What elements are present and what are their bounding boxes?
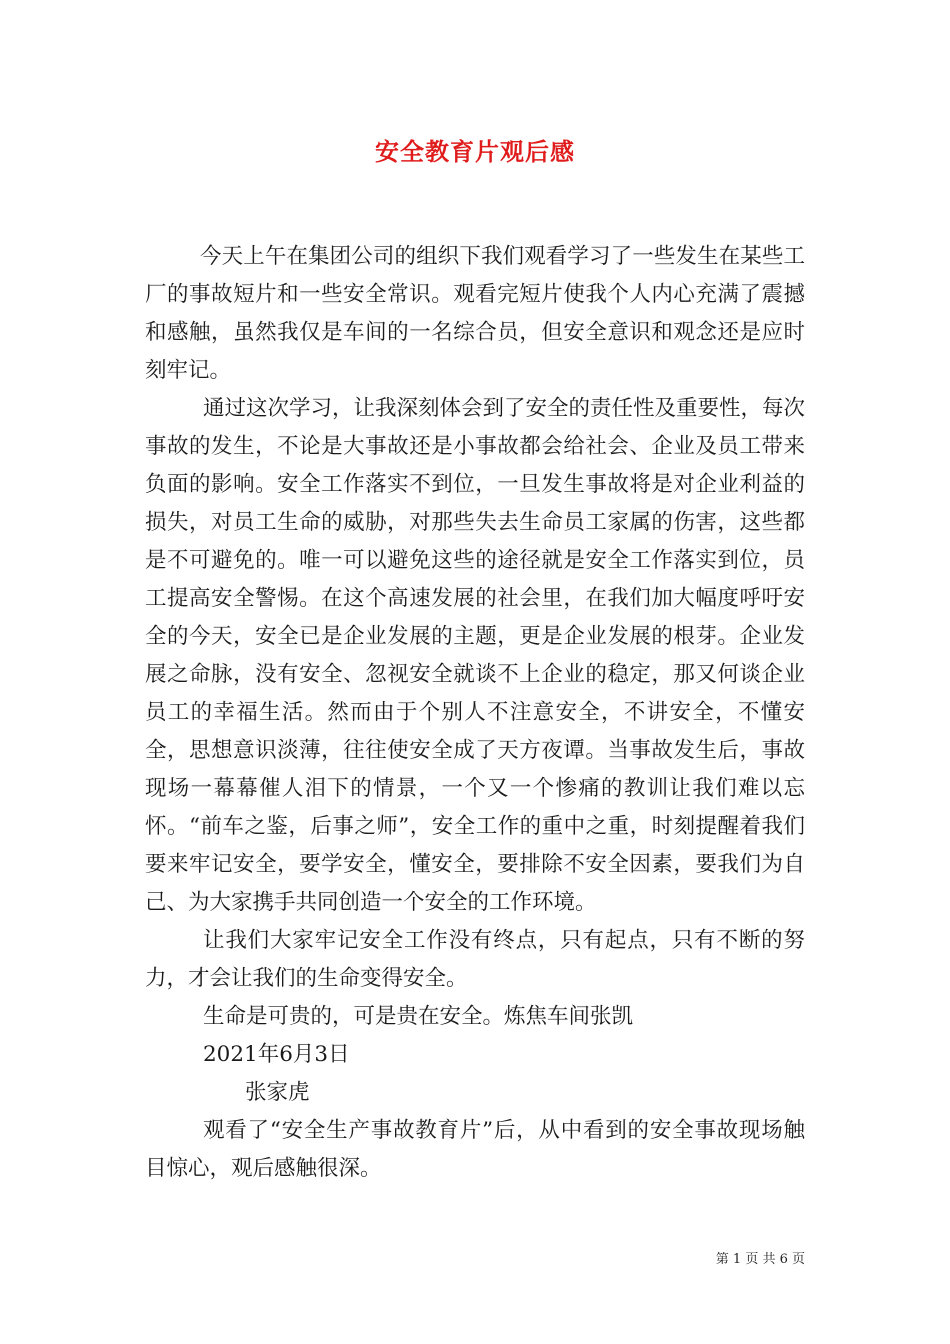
paragraph-4: 观看了“安全生产事故教育片”后，从中看到的安全事故现场触目惊心，观后感触很深。 xyxy=(145,1118,805,1181)
paragraph-2: 通过这次学习，让我深刻体会到了安全的责任性及重要性，每次事故的发生，不论是大事故还是小事故都会给社会、企业及员工带来负面的影响。安全工作落实不到位，一旦发生事故将是对企业利益的损失，对员工生命的威胁，对那些失去生命员工家属的伤害，这些都是不可避免的。唯一可以避免这些的途径就是安全工作落实到位，员工提高安全警惕。在这个高速发展的社会里，在我们加大幅度呼吁安全的今天，安全已是企业发展的主题，更是企业发展的根芽。企业发展之命脉，没有安全、忽视安全就谈不上企业的稳定，那又何谈企业员工的幸福生活。然而由于个别人不注意安全，不讲安全，不懂安全，思想意识淡薄，往往使安全成了天方夜谭。当事故发生后，事故现场一幕幕催人泪下的情景，一个又一个惨痛的教训让我们难以忘怀。“前车之鉴，后事之师”，安全工作的重中之重，时刻提醒着我们要来牢记安全，要学安全，懂安全，要排除不安全因素，要我们为自己、为大家携手共同创造一个安全的工作环境。 xyxy=(145,396,806,915)
closing-line: 生命是可贵的，可是贵在安全。炼焦车间张凯 xyxy=(203,1004,634,1029)
document-title: 安全教育片观后感 xyxy=(375,137,575,166)
document-body xyxy=(145,238,805,1188)
date-line: 2021年6月3日 xyxy=(203,1042,350,1067)
paragraph-3: 让我们大家牢记安全工作没有终点，只有起点，只有不断的努力，才会让我们的生命变得安全。 xyxy=(145,928,805,991)
paragraph-1: 今天上午在集团公司的组织下我们观看学习了一些发生在某些工厂的事故短片和一些安全常识。观看完短片使我个人内心充满了震撼和感触，虽然我仅是车间的一名综合员，但安全意识和观念还是应时刻牢记。 xyxy=(145,244,805,383)
author-name: 张家虎 xyxy=(245,1080,310,1105)
page-number: 第 1 页 共 6 页 xyxy=(715,1252,805,1267)
